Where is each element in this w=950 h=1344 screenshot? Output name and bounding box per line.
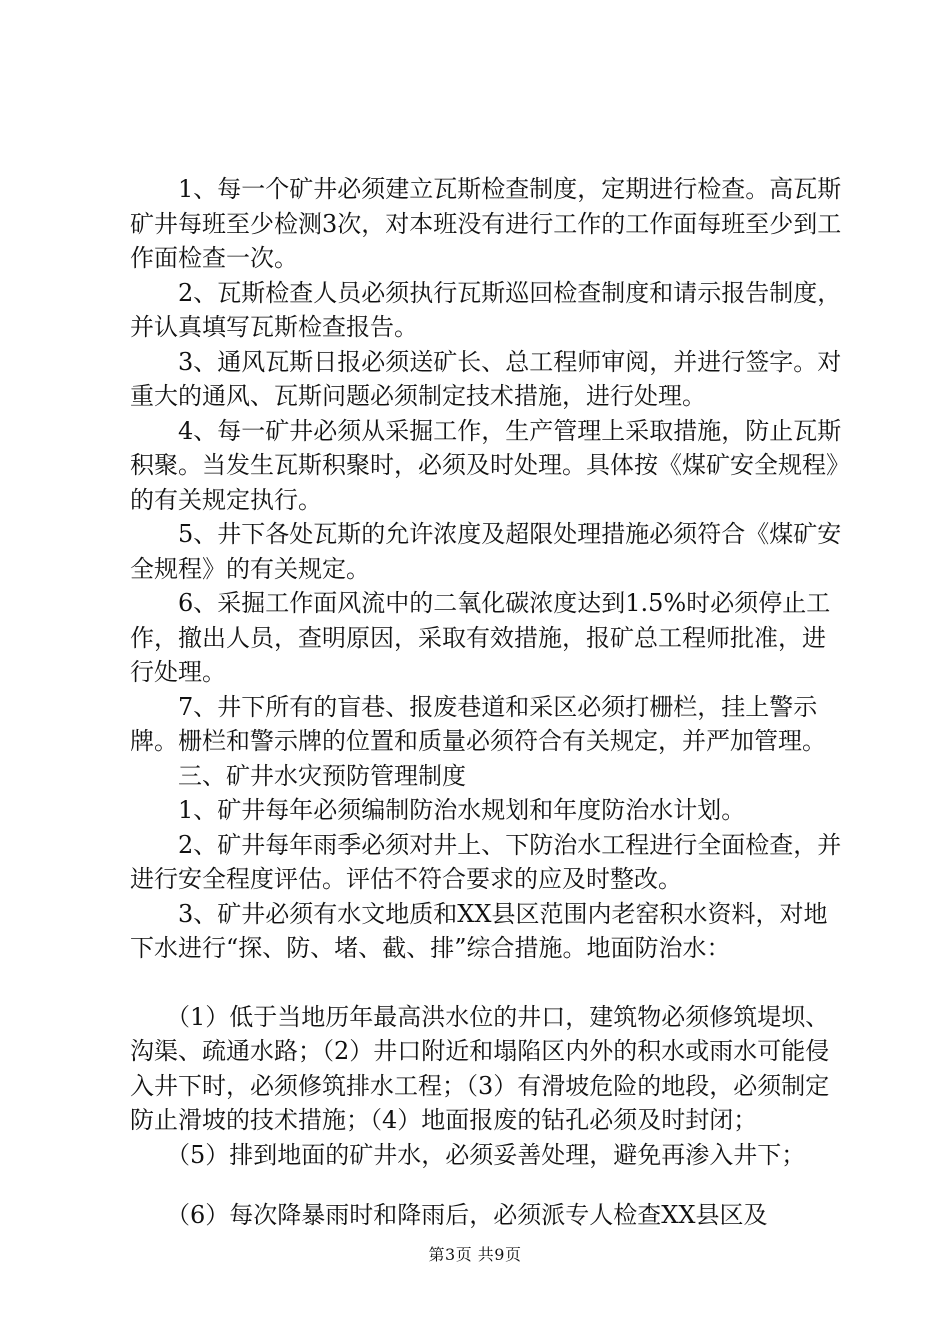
- page-number-footer: 第3页 共9页: [428, 1245, 522, 1264]
- paragraph-rainstorm-inspection: （6）每次降暴雨时和降雨后，必须派专人检查XX县区及: [130, 1201, 768, 1229]
- paragraph-prevent-gas-accumulation: 4、每一矿井必须从采掘工作，生产管理上采取措施，防止瓦斯积聚。当发生瓦斯积聚时，必须及时处理。具体按《煤矿安全规程》的有关规定执行。: [130, 416, 842, 514]
- paragraph-co2-concentration: 6、采掘工作面风流中的二氧化碳浓度达到1.5%时必须停止工作，撤出人员，查明原因，采取有效措施，报矿总工程师批准，进行处理。: [130, 589, 831, 686]
- paragraph-water-plan: 1、矿井每年必须编制防治水规划和年度防治水计划。: [130, 796, 746, 824]
- paragraph-fences-warning-signs: 7、井下所有的盲巷、报废巷道和采区必须打栅栏，挂上警示牌。栅栏和警示牌的位置和质量必须符合有关规定，并严加管理。: [130, 692, 826, 755]
- paragraph-gas-concentration-limits: 5、井下各处瓦斯的允许浓度及超限处理措施必须符合《煤矿安全规程》的有关规定。: [130, 520, 842, 583]
- paragraph-hydrogeology-data: 3、矿井必须有水文地质和XX县区范围内老窑积水资料，对地下水进行“探、防、堵、截、排”综合措施。地面防治水：: [130, 899, 828, 962]
- paragraph-daily-report-review: 3、通风瓦斯日报必须送矿长、总工程师审阅，并进行签字。对重大的通风、瓦斯问题必须制定技术措施，进行处理。: [130, 347, 842, 410]
- section-heading-water-disaster: 三、矿井水灾预防管理制度: [130, 761, 466, 790]
- paragraph-spacer: [130, 1172, 845, 1198]
- paragraph-mine-water-discharge: （5）排到地面的矿井水，必须妥善处理，避免再渗入井下；: [130, 1140, 806, 1169]
- paragraph-gas-inspector-duties: 2、瓦斯检查人员必须执行瓦斯巡回检查制度和请示报告制度，并认真填写瓦斯检查报告。: [130, 278, 842, 341]
- paragraph-surface-water-measures: （1）低于当地历年最高洪水位的井口，建筑物必须修筑堤坝、沟渠、疏通水路；（2）井口附近和塌陷区内外的积水或雨水可能侵入井下时，必须修筑排水工程；（3）有滑坡危险的地段，必须制定防止滑坡的技术措施；（4）地面报废的钻孔必须及时封闭；: [130, 1002, 830, 1134]
- document-body: [130, 172, 845, 1233]
- paragraph-spacer: [130, 966, 845, 1000]
- paragraph-gas-inspection-system: 1、每一个矿井必须建立瓦斯检查制度，定期进行检查。高瓦斯矿井每班至少检测3次，对本班没有进行工作的工作面每班至少到工作面检查一次。: [130, 175, 842, 272]
- paragraph-rainy-season-inspection: 2、矿井每年雨季必须对井上、下防治水工程进行全面检查，并进行安全程度评估。评估不符合要求的应及时整改。: [130, 830, 842, 893]
